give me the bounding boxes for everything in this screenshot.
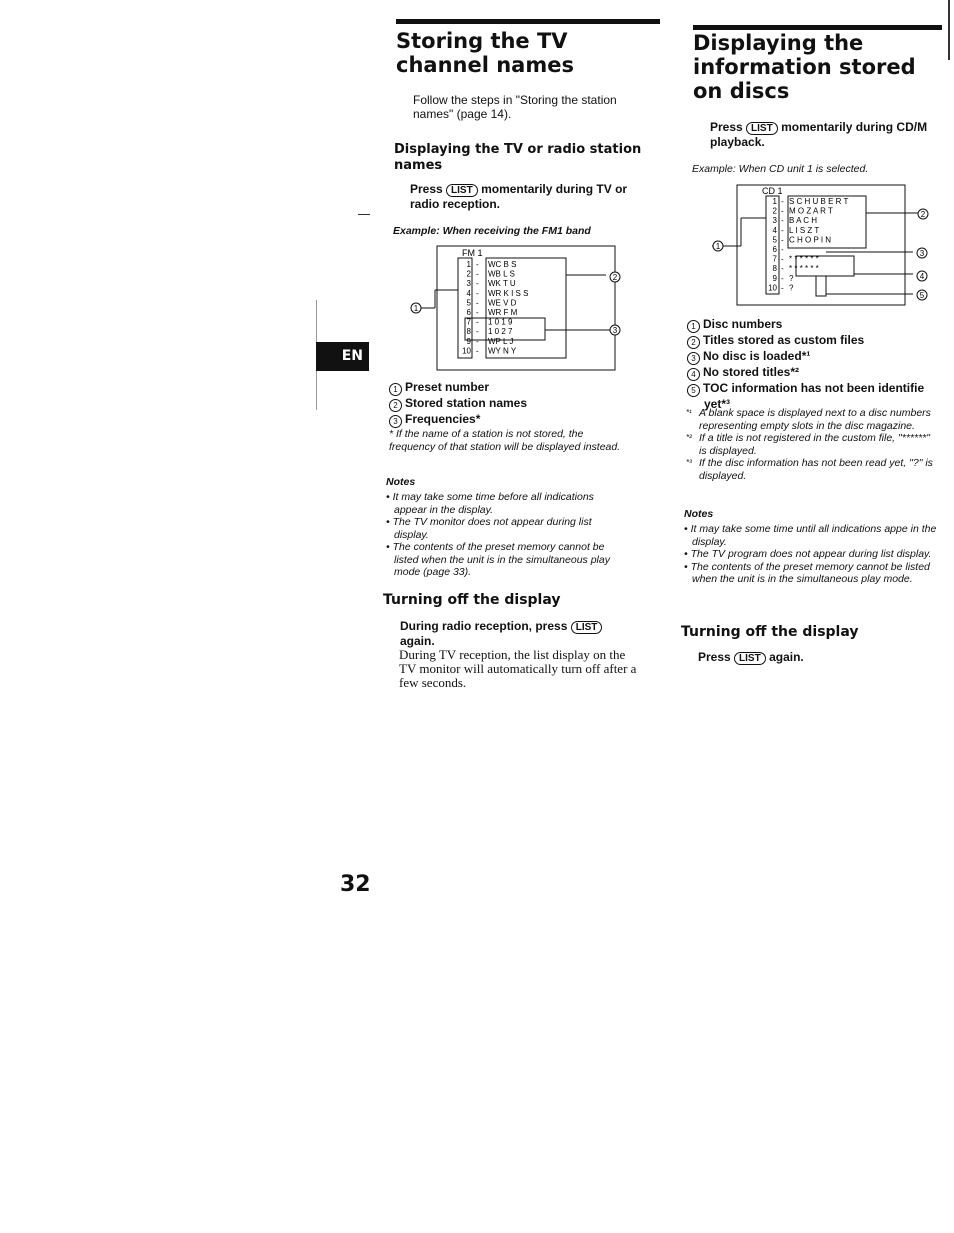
cd-row-dash: - (781, 206, 784, 216)
fm-row-number: 4 (466, 288, 471, 298)
legend-item (389, 396, 527, 412)
legend-number: 5 (687, 384, 700, 397)
callout-2: 2 (612, 273, 618, 282)
fm-row-number: 1 (466, 260, 471, 269)
cd-row-name: C H O P I N (789, 235, 832, 245)
fm-row-dash: - (476, 279, 479, 289)
page-number: 32 (340, 872, 371, 897)
left-example-caption: Example: When receiving the FM1 band (393, 225, 591, 237)
footnote-text: A blank space is displayed next to a disc numbers representing empty slots in the disc magazine. (699, 407, 931, 432)
cd-row-number: 6 (772, 245, 777, 254)
left-turn-off-step (400, 619, 630, 648)
fm-row-dash: - (476, 269, 479, 279)
cd-row-name: ? (789, 273, 794, 283)
cd-row-name: B A C H (789, 216, 818, 226)
footnote (686, 457, 936, 482)
scan-mark (948, 0, 950, 60)
fm-row-name: WK T U (488, 279, 516, 289)
callout-1: 1 (413, 304, 419, 313)
right-example-caption: Example: When CD unit 1 is selected. (692, 163, 869, 175)
legend-item (389, 412, 527, 428)
cd-row-name: ? (789, 283, 794, 293)
legend-number: 1 (687, 320, 700, 333)
legend-item (687, 349, 924, 365)
fm-row-name: WB L S (488, 269, 515, 279)
fm-row-dash: - (476, 317, 479, 327)
language-tab: EN (316, 342, 369, 371)
cd-row-number: 9 (772, 273, 777, 283)
left-footnote: * If the name of a station is not stored, the frequency of that station will be displayed instead. (389, 428, 621, 453)
fm-row-name: WE V D (488, 298, 517, 308)
list-item: • The contents of the preset memory cannot be listed when the unit is in the simultaneous play mode (page 33). (386, 541, 610, 578)
callout-3: 3 (919, 249, 925, 258)
footnote-mark: *¹ (686, 408, 692, 417)
fm-row-name: 1 0 1 9 (488, 317, 513, 327)
fm-row-number: 3 (466, 279, 471, 289)
note-text: The contents of the preset memory cannot be listed when the unit is in the simultaneous play mode. (690, 560, 930, 585)
display-header: FM 1 (462, 248, 483, 258)
right-press-instruction (710, 120, 946, 149)
legend-text: No stored titles*² (703, 365, 800, 379)
display-header: CD 1 (762, 186, 783, 196)
cd-row-number: 4 (772, 225, 777, 235)
list-item: • The TV program does not appear during list display. (684, 548, 932, 560)
fm-row-number: 2 (466, 269, 471, 279)
cd-row-name: L I S Z T (789, 225, 820, 235)
note-text: It may take some time before all indications appear in the display. (392, 491, 594, 516)
callout-3: 3 (612, 326, 618, 335)
callout-2: 2 (920, 210, 926, 219)
list-item: • The contents of the preset memory cannot be listed when the unit is in the simultaneous play mode. (684, 560, 930, 585)
legend-item (687, 333, 924, 349)
footnote-text: If the disc information has not been read yet, "?" is displayed. (699, 457, 933, 482)
left-page-title: Storing the TV channel names (396, 29, 574, 77)
press-label: Press (710, 120, 743, 134)
left-sub-heading: Displaying the TV or radio station names (394, 142, 642, 173)
legend-text: Disc numbers (703, 317, 783, 331)
fm-row-name: WP L J (488, 336, 514, 346)
legend-text: Stored station names (405, 396, 528, 410)
legend-number: 3 (687, 352, 700, 365)
cd-row-number: 3 (772, 216, 777, 226)
legend-number: 3 (389, 415, 402, 428)
list-item: • The TV monitor does not appear during list display. (386, 516, 592, 541)
right-title-rule (693, 25, 942, 30)
left-turn-off-body: During TV reception, the list display on the TV monitor will automatically turn off after a few seconds. (399, 647, 637, 690)
step-text-end: again. (400, 634, 435, 648)
fm-row-number: 6 (466, 308, 471, 317)
cd-row-number: 8 (772, 264, 777, 274)
cd-row-number: 2 (772, 206, 777, 216)
left-title-rule (396, 19, 660, 24)
left-legend (389, 380, 527, 428)
fm-row-dash: - (476, 327, 479, 337)
fm-row-dash: - (476, 298, 479, 308)
cd-row-dash: - (781, 245, 784, 254)
fm-row-dash: - (476, 260, 479, 269)
note-text: The TV program does not appear during list display. (690, 548, 932, 560)
callout-5: 5 (919, 291, 925, 300)
list-item: • It may take some time before all indications appear in the display. (386, 491, 594, 516)
left-notes-title: Notes (386, 476, 416, 488)
footnote-mark: *² (686, 433, 692, 442)
cd-row-name: M O Z A R T (789, 206, 833, 216)
right-legend (687, 317, 924, 411)
step-text-end: again. (769, 650, 804, 664)
fm-row-number: 10 (462, 346, 471, 356)
right-footnotes (686, 407, 936, 482)
cd-row-number: 10 (768, 283, 777, 293)
legend-item (389, 380, 527, 396)
list-key: LIST (746, 122, 778, 135)
press-rest: momentarily during TV or radio reception. (410, 182, 628, 211)
cd-row-dash: - (781, 197, 784, 206)
legend-text: No disc is loaded*¹ (703, 349, 811, 363)
legend-item (687, 381, 924, 397)
legend-number: 1 (389, 383, 402, 396)
right-page-title: Displaying the information stored on discs (693, 31, 916, 103)
right-turn-off-heading: Turning off the display (681, 624, 859, 640)
step-text: Press (698, 650, 731, 664)
left-press-instruction (410, 182, 650, 211)
left-turn-off-heading: Turning off the display (383, 592, 561, 608)
cd-row-name: S C H U B E R T (789, 197, 849, 206)
legend-text: yet*³ (704, 397, 731, 411)
step-text: During radio reception, press (400, 619, 568, 633)
cd-row-dash: - (781, 264, 784, 274)
note-text: It may take some time until all indications appe in the display. (690, 523, 937, 548)
list-item: • It may take some time until all indications appe in the display. (684, 523, 937, 548)
press-label: Press (410, 182, 443, 196)
fm-row-name: 1 0 2 7 (488, 327, 513, 337)
fm-row-name: WR F M (488, 308, 518, 317)
fm-row-dash: - (476, 308, 479, 317)
fm-row-name: WY N Y (488, 346, 517, 356)
legend-text: Preset number (405, 380, 490, 394)
fm-row-number: 9 (466, 336, 471, 346)
cd-row-number: 7 (772, 254, 777, 264)
left-intro: Follow the steps in "Storing the station names" (page 14). (413, 93, 617, 121)
legend-item (687, 317, 924, 333)
cd-row-number: 5 (772, 235, 777, 245)
right-notes-list (684, 523, 939, 586)
fm-row-number: 5 (466, 298, 471, 308)
fm-row-dash: - (476, 336, 479, 346)
scan-mark (358, 214, 370, 215)
cd-list-display-figure (708, 180, 938, 308)
cd-row-number: 1 (772, 197, 777, 206)
fm-row-name: WC B S (488, 260, 517, 269)
footnote-text: If a title is not registered in the custom file, "******" is displayed. (699, 432, 930, 457)
fm-row-number: 8 (466, 327, 471, 337)
right-turn-off-step (698, 650, 804, 665)
callout-4: 4 (919, 272, 925, 281)
fm-row-dash: - (476, 288, 479, 298)
cd-row-dash: - (781, 235, 784, 245)
fm-row-dash: - (476, 346, 479, 356)
press-rest: momentarily during CD/M playback. (710, 120, 928, 149)
cd-row-dash: - (781, 225, 784, 235)
note-text: The TV monitor does not appear during list display. (392, 516, 592, 541)
list-key: LIST (734, 652, 766, 665)
legend-item (687, 365, 924, 381)
footnote-mark: *³ (686, 458, 692, 467)
right-notes-title: Notes (684, 508, 714, 520)
left-notes-list (386, 491, 626, 579)
legend-number: 2 (687, 336, 700, 349)
footnote (686, 432, 936, 457)
legend-text: TOC information has not been identifie (703, 381, 925, 395)
legend-text: Titles stored as custom files (703, 333, 865, 347)
fm-row-number: 7 (466, 317, 471, 327)
list-key: LIST (571, 621, 603, 634)
fm-row-name: WR K I S S (488, 288, 529, 298)
footnote (686, 407, 936, 432)
cd-row-name: * * * * * * (789, 264, 819, 274)
cd-row-name: * * * * * * (789, 254, 819, 264)
callout-1: 1 (715, 242, 721, 251)
legend-number: 4 (687, 368, 700, 381)
cd-row-dash: - (781, 216, 784, 226)
list-key: LIST (446, 184, 478, 197)
legend-number: 2 (389, 399, 402, 412)
cd-row-dash: - (781, 283, 784, 293)
cd-row-dash: - (781, 273, 784, 283)
cd-row-dash: - (781, 254, 784, 264)
note-text: The contents of the preset memory cannot be listed when the unit is in the simultaneous play mode (page 33). (392, 541, 610, 578)
fm-list-display-figure (410, 242, 625, 372)
legend-text: Frequencies* (405, 412, 481, 426)
